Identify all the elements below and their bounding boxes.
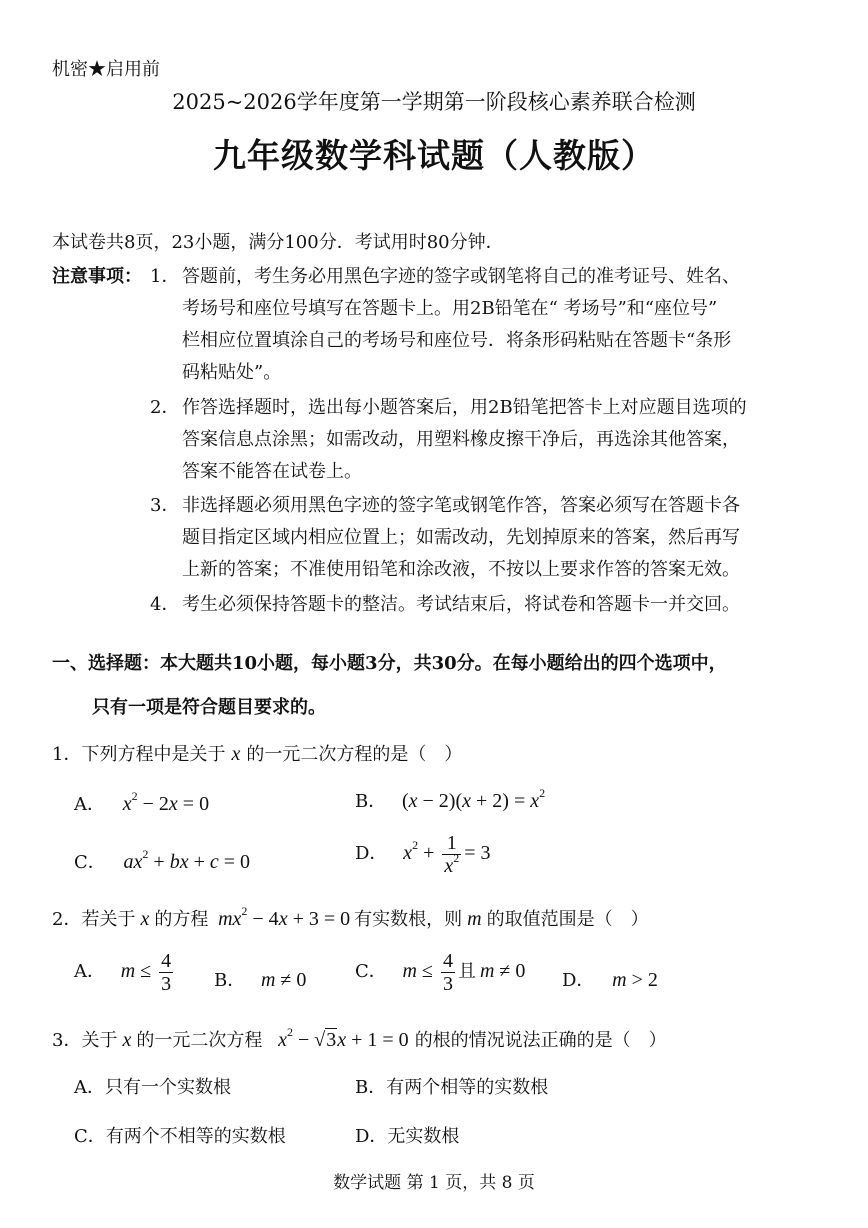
question-2-option-c: C． m ≤ $\frac{4}{3}$ 且 m ≠ 0 — [355, 950, 526, 995]
intro-text: 本试卷共8页，23小题，满分100分．考试用时80分钟． — [52, 232, 504, 253]
note-1-line-4: 码粘贴处”。 — [182, 362, 282, 383]
note-1-line-2: 考场号和座位号填写在答题卡上。用2B铅笔在“ 考场号”和“座位号” — [182, 298, 718, 319]
notes-label: 注意事项： — [52, 266, 142, 287]
note-2-line-3: 答案不能答在试卷上。 — [182, 461, 362, 482]
note-1-num: 1． — [150, 266, 180, 287]
question-3-option-b: B．有两个相等的实数根 — [355, 1077, 549, 1098]
question-3-option-d: D．无实数根 — [355, 1126, 460, 1147]
note-3-line-1: 非选择题必须用黑色字迹的签字笔或钢笔作答，答案必须写在答题卡各 — [182, 495, 740, 516]
section-heading-line-1: 一、选择题：本大题共10小题，每小题3分，共30分。在每小题给出的四个选项中， — [52, 653, 727, 674]
question-1-option-d: D． $x^2$ + $\frac{1}{x^2}$ = 3 — [355, 832, 491, 877]
note-1-line-3: 栏相应位置填涂自己的考场号和座位号．将条形码粘贴在答题卡“条形 — [182, 330, 732, 351]
question-2-option-a: A． m ≤ $\frac{4}{3}$ — [74, 950, 172, 995]
question-3-option-c: C．有两个不相等的实数根 — [74, 1126, 286, 1147]
question-2-option-d: D． m > 2 — [562, 969, 658, 991]
exam-name: 2025~2026学年度第一学期第一阶段核心素养联合检测 — [172, 90, 696, 114]
section-heading-line-2: 只有一项是符合题目要求的。 — [92, 697, 326, 718]
question-2-option-b: B． m ≠ 0 — [214, 969, 307, 991]
question-1-option-c: C． $ax^2$ + bx + c = 0 — [74, 847, 251, 873]
note-4-line-1: 考生必须保持答题卡的整洁。考试结束后，将试卷和答题卡一并交回。 — [182, 594, 740, 615]
confidential-mark: 机密★启用前 — [52, 59, 160, 80]
question-1-option-a: A． $x^2 - 2x = 0$ — [74, 789, 210, 815]
question-2-stem: 2．若关于 x 的方程 $mx^2 - 4x + 3 = 0$ 有实数根，则 m 的取值范围是（ ） — [52, 904, 649, 930]
page-footer: 数学试题 第 1 页，共 8 页 — [333, 1173, 535, 1193]
note-2-line-1: 作答选择题时，选出每小题答案后，用2B铅笔把答卡上对应题目选项的 — [182, 397, 747, 418]
note-4-num: 4． — [150, 594, 180, 615]
note-3-num: 3． — [150, 495, 180, 516]
page-title: 九年级数学科试题（人教版） — [213, 136, 655, 175]
question-3-stem: 3．关于 x 的一元二次方程 $x^2 - √3x + 1 = 0$ 的根的情况说法正确的是（ ） — [52, 1025, 667, 1051]
note-2-line-2: 答案信息点涂黑；如需改动，用塑料橡皮擦干净后，再选涂其他答案， — [182, 429, 740, 450]
question-3-option-a: A．只有一个实数根 — [74, 1077, 231, 1098]
question-1-stem: 1．下列方程中是关于 x 的一元二次方程的是（ ） — [52, 743, 463, 765]
note-2-num: 2． — [150, 397, 180, 418]
note-3-line-2: 题目指定区域内相应位置上；如需改动，先划掉原来的答案，然后再写 — [182, 527, 740, 548]
note-1-line-1: 答题前，考生务必用黑色字迹的签字或钢笔将自己的准考证号、姓名、 — [182, 266, 740, 287]
note-3-line-3: 上新的答案；不准使用铅笔和涂改液，不按以上要求作答的答案无效。 — [182, 559, 740, 580]
question-1-option-b: B． $(x - 2)(x + 2) = x^2$ — [355, 786, 546, 812]
